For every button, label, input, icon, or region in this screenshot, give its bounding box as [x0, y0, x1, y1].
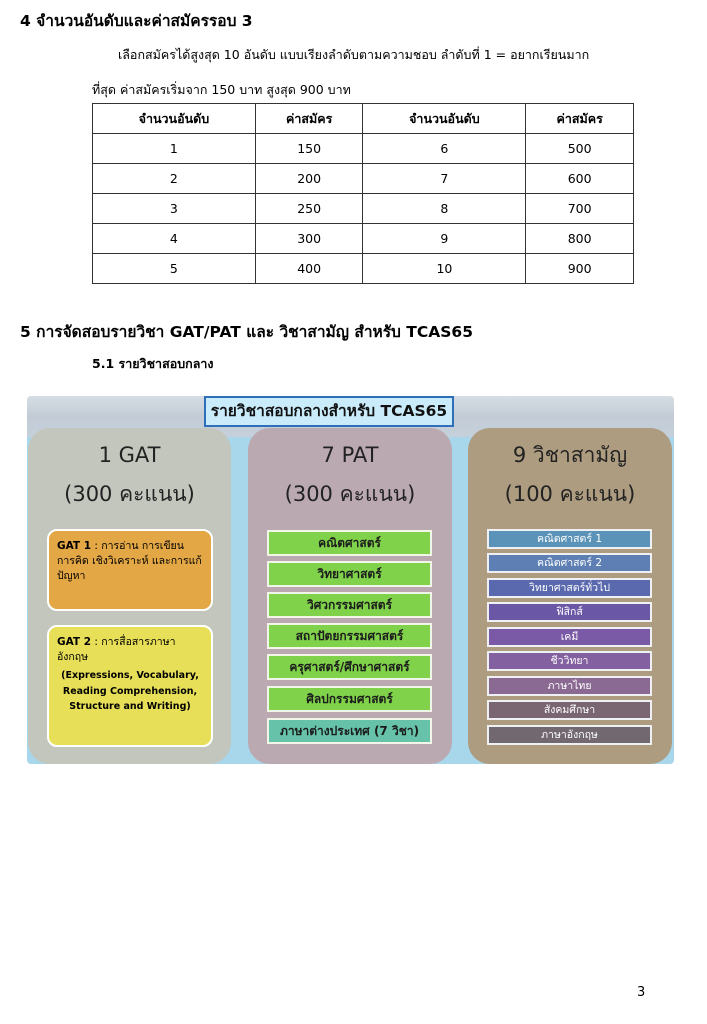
infographic-title: รายวิชาสอบกลางสำหรับ TCAS65 — [204, 396, 454, 427]
table-cell: 600 — [526, 164, 634, 194]
table-row — [93, 134, 634, 164]
table-cell: 250 — [255, 194, 363, 224]
table-cell: 200 — [255, 164, 363, 194]
pat-item: ภาษาต่างประเทศ (7 วิชา) — [267, 718, 432, 744]
gat-score: (300 คะแนน) — [64, 482, 195, 506]
col-header-rank: จำนวนอันดับ — [93, 104, 256, 134]
table-cell: 300 — [255, 224, 363, 254]
table-row — [93, 224, 634, 254]
pat-score: (300 คะแนน) — [284, 482, 416, 506]
table-cell: 10 — [363, 254, 526, 284]
pat-item: ศิลปกรรมศาสตร์ — [267, 686, 432, 712]
table-cell: 6 — [363, 134, 526, 164]
table-cell: 3 — [93, 194, 256, 224]
table-cell: 700 — [526, 194, 634, 224]
section-5-heading: 5 การจัดสอบรายวิชา GAT/PAT และ วิชาสามัญ สำหรับ TCAS65 — [20, 323, 473, 341]
gat2-topics-line-3: Structure and Writing) — [69, 700, 191, 712]
gat2-description: : การสื่อสารภาษาอังกฤษ — [57, 636, 176, 664]
table-cell: 400 — [255, 254, 363, 284]
table-row — [93, 194, 634, 224]
table-cell: 900 — [526, 254, 634, 284]
gat-title: 1 GAT — [98, 443, 161, 467]
table-cell: 7 — [363, 164, 526, 194]
samun-item: ภาษาไทย — [487, 676, 652, 696]
pat-item: วิทยาศาสตร์ — [267, 561, 432, 587]
gat2-box — [47, 625, 213, 747]
pat-item: สถาปัตยกรรมศาสตร์ — [267, 623, 432, 649]
table-cell: 150 — [255, 134, 363, 164]
table-cell: 2 — [93, 164, 256, 194]
samun-item: คณิตศาสตร์ 1 — [487, 529, 652, 549]
table-row — [93, 164, 634, 194]
gat1-description: : การอ่าน การเขียน การคิด เชิงวิเคราะห์ และการแก้ปัญหา — [57, 540, 202, 583]
samun-item: คณิตศาสตร์ 2 — [487, 553, 652, 573]
section-4-heading: 4 จำนวนอันดับและค่าสมัครรอบ 3 — [20, 12, 253, 30]
gat2-code: GAT 2 — [57, 636, 92, 648]
table-header-row — [93, 104, 634, 134]
gat2-topics-line-1: (Expressions, Vocabulary, — [61, 670, 199, 682]
pat-item: ครุศาสตร์/ศึกษาศาสตร์ — [267, 654, 432, 680]
samun-item: เคมี — [487, 627, 652, 647]
section-4-paragraph-line-1: เลือกสมัครได้สูงสุด 10 อันดับ แบบเรียงลำดับตามความชอบ ลำดับที่ 1 = อยากเรียนมาก — [118, 47, 590, 62]
table-row — [93, 254, 634, 284]
samun-score: (100 คะแนน) — [504, 482, 636, 506]
section-4-paragraph-line-2: ที่สุด ค่าสมัครเริ่มจาก 150 บาท สูงสุด 900 บาท — [92, 82, 351, 97]
samun-item: สังคมศึกษา — [487, 700, 652, 720]
pat-item: คณิตศาสตร์ — [267, 530, 432, 556]
table-cell: 1 — [93, 134, 256, 164]
table-cell: 9 — [363, 224, 526, 254]
samun-item: ภาษาอังกฤษ — [487, 725, 652, 745]
gat2-topics-line-2: Reading Comprehension, — [62, 685, 198, 697]
fee-table — [92, 103, 634, 284]
table-cell: 8 — [363, 194, 526, 224]
page-number: 3 — [637, 985, 646, 1000]
samun-item: วิทยาศาสตร์ทั่วไป — [487, 578, 652, 598]
col-header-fee: ค่าสมัคร — [255, 104, 363, 134]
pat-title: 7 PAT — [321, 443, 379, 467]
table-cell: 5 — [93, 254, 256, 284]
col-header-fee: ค่าสมัคร — [526, 104, 634, 134]
col-header-rank: จำนวนอันดับ — [363, 104, 526, 134]
samun-item: ชีววิทยา — [487, 651, 652, 671]
section-5-1-subheading: 5.1 รายวิชาสอบกลาง — [92, 356, 214, 371]
samun-title: 9 วิชาสามัญ — [512, 443, 628, 467]
table-cell: 500 — [526, 134, 634, 164]
table-cell: 800 — [526, 224, 634, 254]
gat1-code: GAT 1 — [57, 540, 92, 552]
table-cell: 4 — [93, 224, 256, 254]
pat-item: วิศวกรรมศาสตร์ — [267, 592, 432, 618]
gat1-box — [47, 529, 213, 611]
samun-item: ฟิสิกส์ — [487, 602, 652, 622]
